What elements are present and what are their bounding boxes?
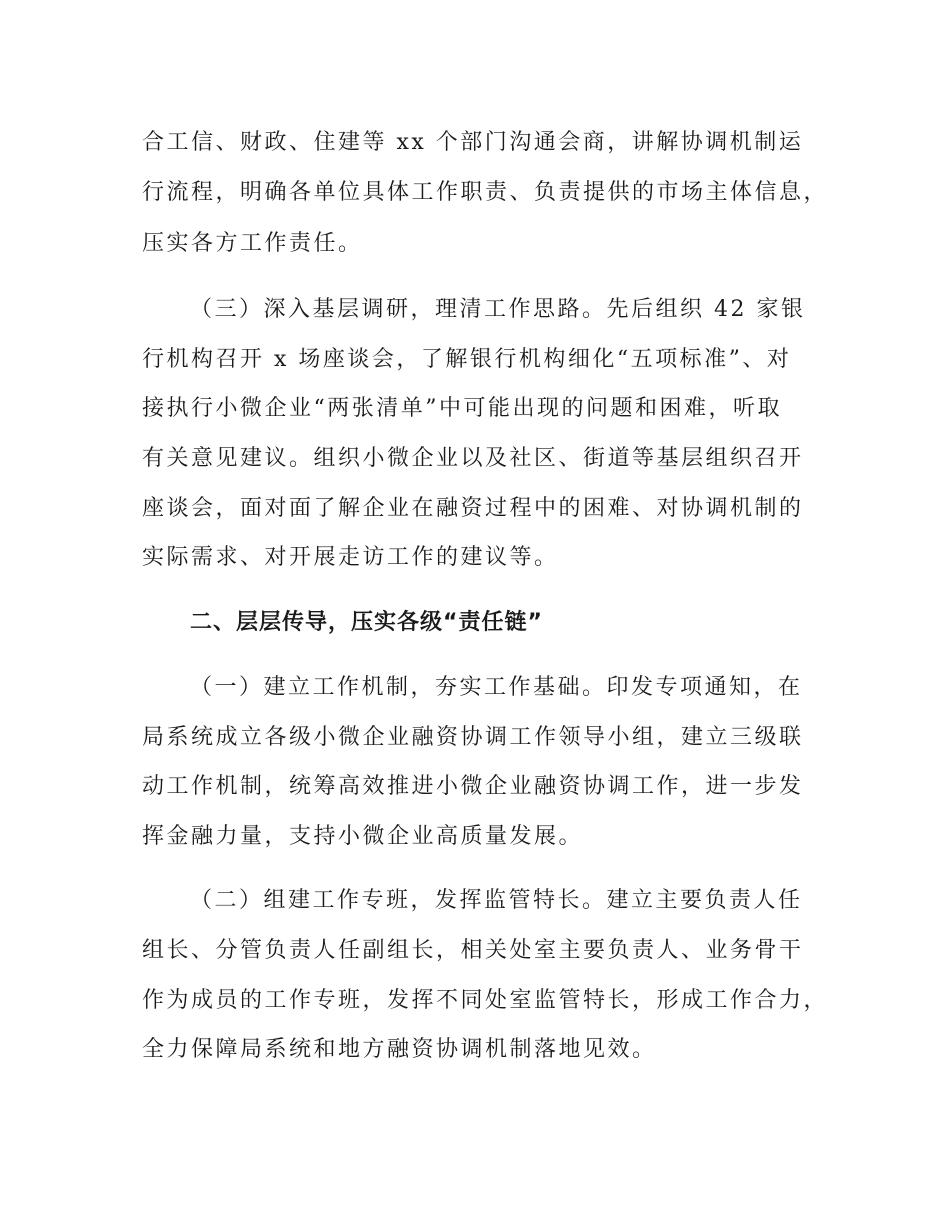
paragraph-line: 作为成员的工作专班，发挥不同处室监管特长，形成工作合力， — [142, 988, 829, 1013]
paragraph-line: 局系统成立各级小微企业融资协调工作领导小组，建立三级联 — [142, 725, 804, 750]
paragraph-line: （二）组建工作专班，发挥监管特长。建立主要负责人任 — [190, 888, 803, 913]
paragraph-line: 动工作机制，统筹高效推进小微企业融资协调工作，进一步发 — [142, 774, 804, 799]
paragraph-line: 组长、分管负责人任副组长，相关处室主要负责人、业务骨干 — [142, 938, 804, 963]
paragraph-line: 全力保障局系统和地方融资协调机制落地见效。 — [142, 1037, 657, 1062]
paragraph-line: 实际需求、对开展走访工作的建议等。 — [142, 545, 559, 570]
paragraph-line: 合工信、财政、住建等 xx 个部门沟通会商，讲解协调机制运 — [142, 130, 804, 155]
paragraph-line: 行机构召开 x 场座谈会，了解银行机构细化“五项标准”、对 — [142, 347, 792, 372]
paragraph-line: 有关意见建议。组织小微企业以及社区、街道等基层组织召开 — [142, 446, 804, 471]
paragraph-line: （三）深入基层调研，理清工作思路。先后组织 42 家银 — [190, 297, 806, 322]
paragraph-line: 接执行小微企业“两张清单”中可能出现的问题和困难，听取 — [142, 396, 782, 421]
paragraph-line: 压实各方工作责任。 — [142, 231, 363, 256]
paragraph-line: 挥金融力量，支持小微企业高质量发展。 — [142, 824, 584, 849]
paragraph-line: 座谈会，面对面了解企业在融资过程中的困难、对协调机制的 — [142, 496, 804, 521]
paragraph-line: （一）建立工作机制，夯实工作基础。印发专项通知，在 — [190, 675, 803, 700]
paragraph-line: 行流程，明确各单位具体工作职责、负责提供的市场主体信息， — [142, 180, 829, 205]
section-heading: 二、层层传导，压实各级“责任链” — [190, 610, 543, 635]
